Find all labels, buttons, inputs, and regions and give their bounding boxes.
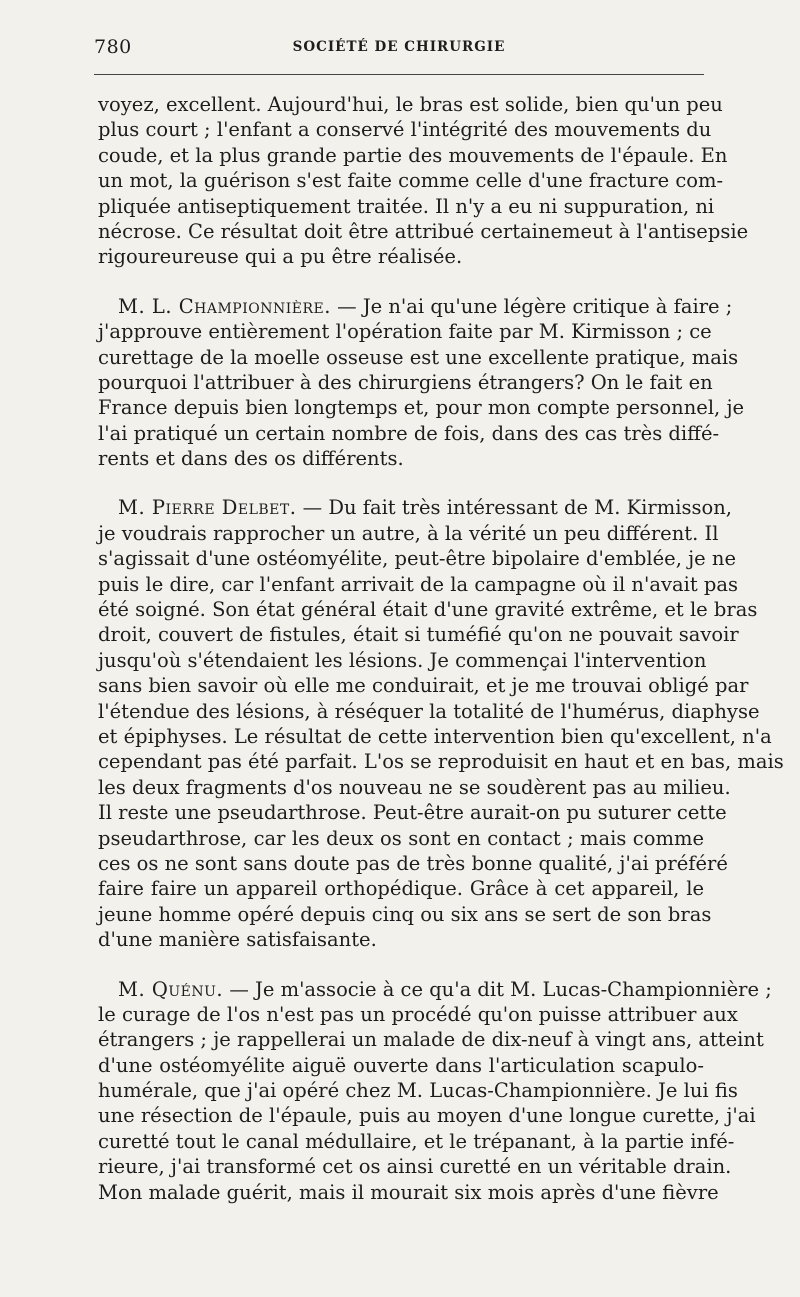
text-run: — Je n'ai qu'une légère critique à faire ; xyxy=(330,294,733,318)
text-line: rents et dans des os différents. xyxy=(98,447,404,471)
text-line: l'étendue des lésions, à réséquer la totalité de l'humérus, diaphyse xyxy=(98,699,760,723)
text-line: l'ai pratiqué un certain nombre de fois, dans des cas très diffé- xyxy=(98,421,720,445)
text-line: sans bien savoir où elle me conduirait, et je me trouvai obligé par xyxy=(98,674,749,698)
text-line: Il reste une pseudarthrose. Peut-être aurait-on pu suturer cette xyxy=(98,801,727,825)
text-line: curetté tout le canal médullaire, et le trépanant, à la partie infé- xyxy=(98,1129,735,1153)
text-line: droit, couvert de fistules, était si tuméfié qu'on ne pouvait savoir xyxy=(98,623,739,647)
text-line: curettage de la moelle osseuse est une excellente pratique, mais xyxy=(98,345,739,369)
text-line: je voudrais rapprocher un autre, à la vérité un peu différent. Il xyxy=(98,521,719,545)
text-line xyxy=(98,977,772,1002)
text-line: plus court ; l'enfant a conservé l'intégrité des mouvements du xyxy=(98,118,712,142)
page-body xyxy=(98,92,784,1229)
text-line: une résection de l'épaule, puis au moyen d'une longue curette, j'ai xyxy=(98,1104,756,1128)
text-run: — Je m'associe à ce qu'a dit M. Lucas-Championnière ; xyxy=(223,977,772,1001)
text-line: les deux fragments d'os nouveau ne se soudèrent pas au milieu. xyxy=(98,775,731,799)
text-line: rigoureureuse qui a pu être réalisée. xyxy=(98,245,463,269)
text-line: jusqu'où s'étendaient les lésions. Je commençai l'intervention xyxy=(98,648,707,672)
text-line: le curage de l'os n'est pas un procédé qu'on puisse attribuer aux xyxy=(98,1002,738,1026)
paragraph-kirmisson-result xyxy=(98,92,749,270)
text-line: pseudarthrose, car les deux os sont en contact ; mais comme xyxy=(98,826,704,850)
text-line: humérale, que j'ai opéré chez M. Lucas-Championnière. Je lui fis xyxy=(98,1079,738,1103)
header-rule xyxy=(94,74,704,75)
page-header xyxy=(94,36,704,66)
page-number: 780 xyxy=(94,36,132,58)
text-line: été soigné. Son état général était d'une gravité extrême, et le bras xyxy=(98,598,758,622)
text-line: rieure, j'ai transformé cet os ainsi curetté en un véritable drain. xyxy=(98,1155,732,1179)
text-line: voyez, excellent. Aujourd'hui, le bras est solide, bien qu'un peu xyxy=(98,93,723,116)
text-line: et épiphyses. Le résultat de cette intervention bien qu'excellent, n'a xyxy=(98,724,772,748)
paragraph-championniere xyxy=(98,294,745,472)
text-line: j'approuve entièrement l'opération faite par M. Kirmisson ; ce xyxy=(98,320,712,344)
text-run: — Du fait très intéressant de M. Kirmisson, xyxy=(296,496,732,520)
text-line: nécrose. Ce résultat doit être attribué certainemeut à l'antisepsie xyxy=(98,219,749,243)
text-line: un mot, la guérison s'est faite comme celle d'une fracture com- xyxy=(98,169,724,193)
text-line: cependant pas été parfait. L'os se reproduisit en haut et en bas, mais xyxy=(98,750,784,774)
text-line: ces os ne sont sans doute pas de très bonne qualité, j'ai préféré xyxy=(98,851,728,875)
paragraph-quenu xyxy=(98,977,772,1206)
text-line: faire faire un appareil orthopédique. Grâce à cet appareil, le xyxy=(98,877,704,901)
text-line: puis le dire, car l'enfant arrivait de la campagne où il n'avait pas xyxy=(98,572,739,596)
speaker-name: M. Quénu. xyxy=(118,977,224,1001)
paragraph-delbet xyxy=(98,495,784,952)
text-line: coude, et la plus grande partie des mouvements de l'épaule. En xyxy=(98,143,728,167)
text-line: jeune homme opéré depuis cinq ou six ans se sert de son bras xyxy=(98,902,712,926)
text-line: France depuis bien longtemps et, pour mon compte personnel, je xyxy=(98,396,745,420)
text-line: étrangers ; je rappellerai un malade de dix-neuf à vingt ans, atteint xyxy=(98,1028,764,1052)
text-line: d'une manière satisfaisante. xyxy=(98,928,377,952)
speaker-name: M. Pierre Delbet. xyxy=(118,496,297,520)
text-line: d'une ostéomyélite aiguë ouverte dans l'articulation scapulo- xyxy=(98,1053,704,1077)
text-line: pliquée antiseptiquement traitée. Il n'y a eu ni suppuration, ni xyxy=(98,194,715,218)
speaker-name: M. L. Championnière. xyxy=(118,294,331,318)
text-line: Mon malade guérit, mais il mourait six mois après d'une fièvre xyxy=(98,1180,719,1204)
text-line xyxy=(98,294,733,319)
text-line xyxy=(98,495,732,520)
text-line: s'agissait d'une ostéomyélite, peut-être bipolaire d'emblée, je ne xyxy=(98,547,736,571)
running-head: SOCIÉTÉ DE CHIRURGIE xyxy=(292,39,506,55)
text-line: pourquoi l'attribuer à des chirurgiens étrangers? On le fait en xyxy=(98,370,713,394)
